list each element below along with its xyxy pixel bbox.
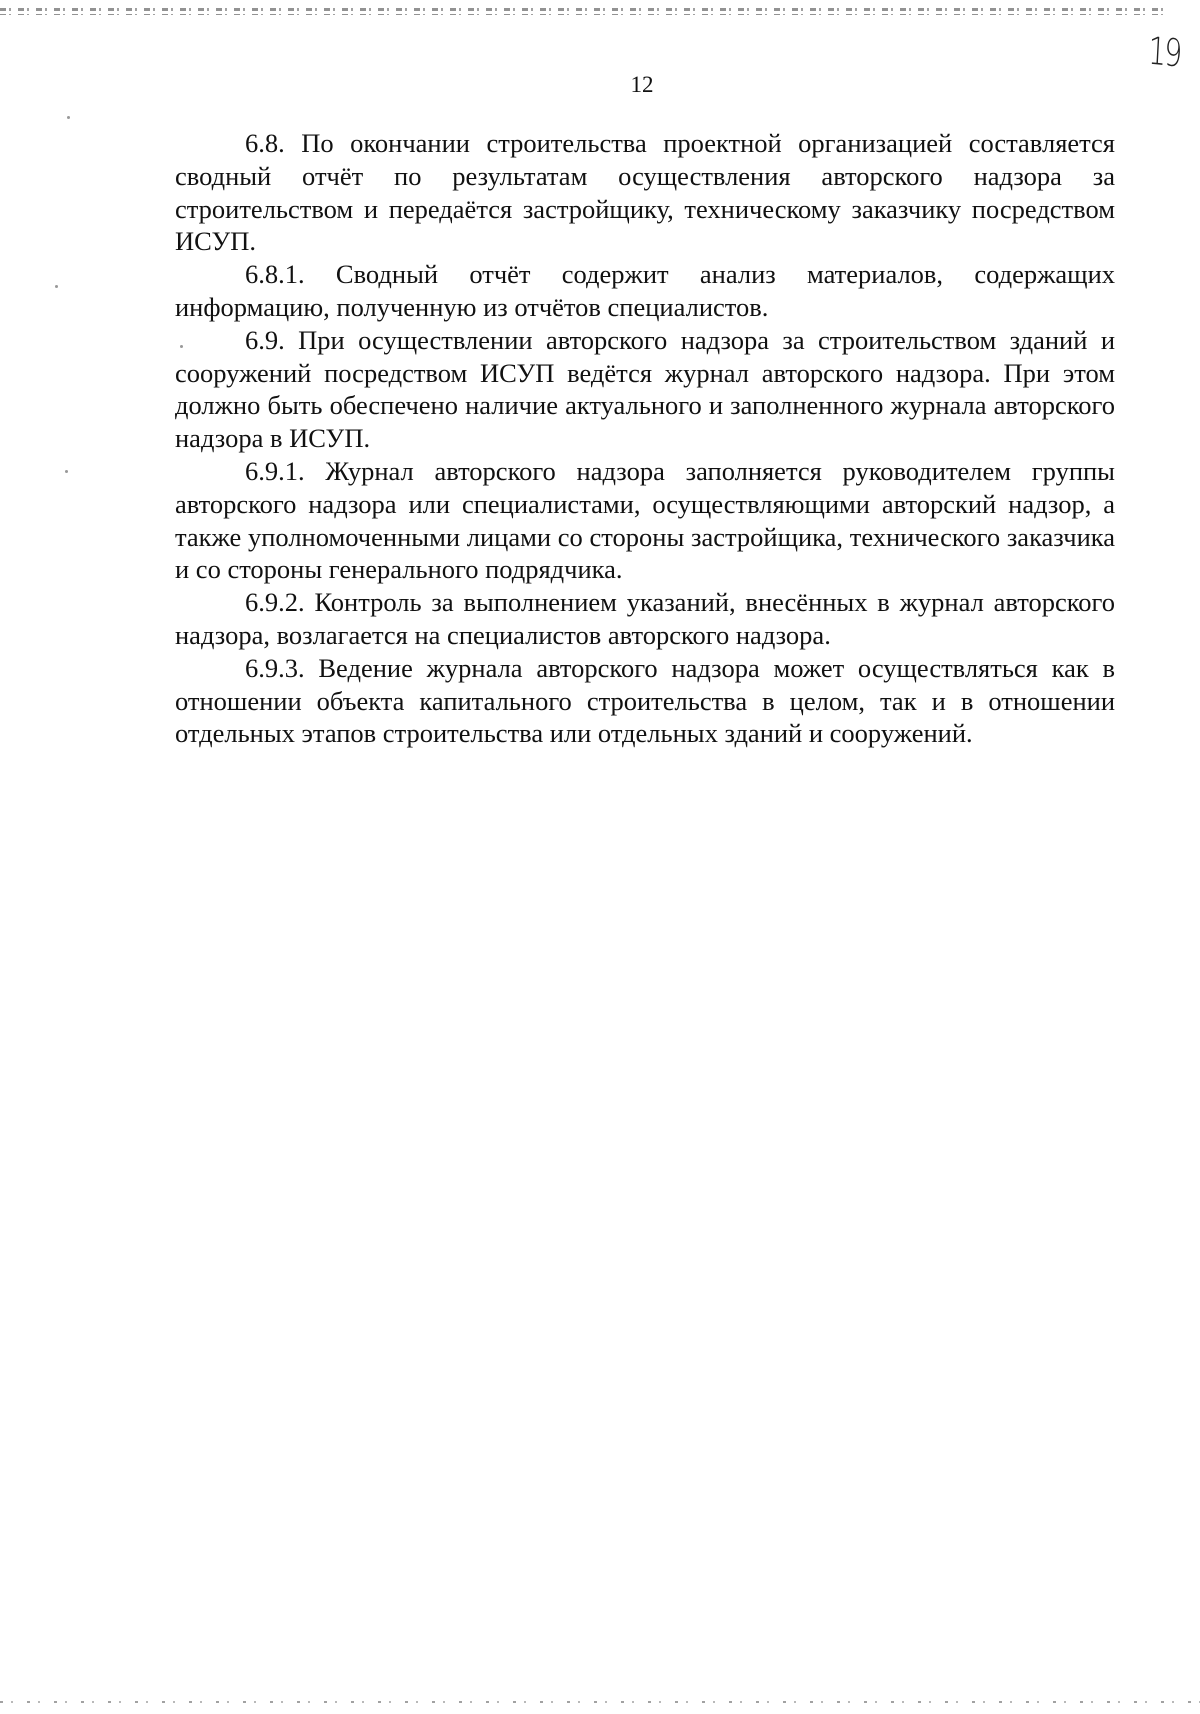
scan-edge-top — [0, 8, 1170, 22]
scan-edge-bottom — [0, 1696, 1200, 1706]
scan-speck — [65, 470, 68, 473]
paragraph-6-8: 6.8. По окончании строительства проектной организацией составляется сводный отчёт по результатам осуществления авторского надзора за строительством и передаётся застройщику, техническому заказчику посредством ИСУП. — [175, 128, 1115, 257]
scan-speck — [67, 116, 70, 119]
paragraph-6-9-3: 6.9.3. Ведение журнала авторского надзора может осуществляться как в отношении объекта капитального строительства в целом, так и в отношении отдельных этапов строительства или отдельных зданий и сооружений. — [175, 652, 1115, 749]
document-body — [175, 127, 1115, 750]
paragraph-6-9: 6.9. При осуществлении авторского надзора за строительством зданий и сооружений посредством ИСУП ведётся журнал авторского надзора. При этом должно быть обеспечено наличие актуального и заполненного журнала авторского надзора в ИСУП. — [175, 324, 1115, 454]
paragraph-6-9-1: 6.9.1. Журнал авторского надзора заполняется руководителем группы авторского надзора или специалистами, осуществляющими авторский надзор, а также уполномоченными лицами со стороны застройщика, технического заказчика и со стороны генерального подрядчика. — [175, 455, 1115, 585]
page-number: 12 — [630, 72, 654, 97]
paragraph-6-8-1: 6.8.1. Сводный отчёт содержит анализ материалов, содержащих информацию, полученную из отчётов специалистов. — [175, 259, 1115, 322]
paragraph-6-9-2: 6.9.2. Контроль за выполнением указаний, внесённых в журнал авторского надзора, возлагается на специалистов авторского надзора. — [175, 587, 1115, 650]
scan-speck — [55, 285, 58, 288]
handwritten-sheet-number: 19 — [1147, 28, 1182, 76]
